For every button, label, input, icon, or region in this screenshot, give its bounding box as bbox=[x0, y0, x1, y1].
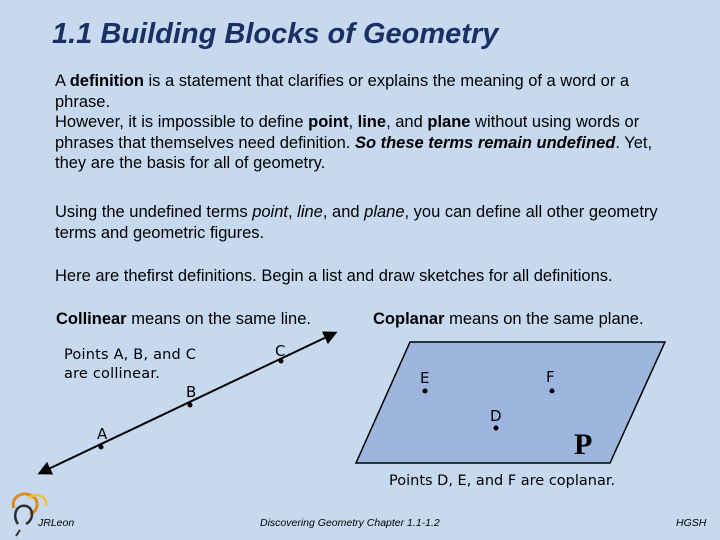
slide-title: 1.1 Building Blocks of Geometry bbox=[52, 18, 499, 50]
point-f-dot bbox=[550, 389, 555, 394]
point-d-dot bbox=[494, 426, 499, 431]
footer-school: HGSH bbox=[676, 517, 707, 529]
point-e-label: E bbox=[420, 369, 430, 387]
undefined-terms-paragraph: Using the undefined terms point, line, and plane, you can define all other geometry terms and geometric figures. bbox=[55, 203, 658, 242]
point-c-label: C bbox=[275, 342, 286, 360]
collinear-note: Points A, B, and C are collinear. bbox=[64, 347, 197, 382]
point-e-dot bbox=[423, 389, 428, 394]
point-f-label: F bbox=[546, 368, 555, 386]
point-b-label: B bbox=[186, 383, 197, 401]
point-a-dot bbox=[99, 445, 104, 450]
plane-label: P bbox=[574, 428, 593, 461]
term-point: point bbox=[308, 113, 349, 131]
point-d-label: D bbox=[490, 407, 502, 425]
coplanar-definition: Coplanar means on the same plane. bbox=[373, 310, 644, 328]
undefined-emphasis: So these terms remain undefined bbox=[354, 133, 616, 152]
jrleon-logo bbox=[13, 494, 46, 536]
coplanar-term: Coplanar bbox=[373, 310, 445, 328]
footer-course: Discovering Geometry Chapter 1.1-1.2 bbox=[260, 517, 440, 529]
collinear-definition: Collinear means on the same line. bbox=[56, 310, 311, 328]
term-definition: definition bbox=[69, 72, 144, 90]
instructions-paragraph: Here are thefirst definitions. Begin a list and draw sketches for all definitions. bbox=[55, 267, 613, 285]
point-a-label: A bbox=[97, 425, 108, 443]
plane-p bbox=[356, 342, 665, 463]
term-plane: plane bbox=[427, 113, 471, 131]
coplanar-caption: Points D, E, and F are coplanar. bbox=[389, 473, 616, 489]
footer-author: JRLeon bbox=[38, 517, 75, 529]
definition-sentence: A definition is a statement that clarifies or explains the meaning of a word or a phrase. bbox=[55, 72, 630, 111]
undefined-terms-sentence: However, it is impossible to define point, line, and plane without using words or phrases that themselves need definition. So these terms remain undefined. Yet, they are the basis for all of geometry. bbox=[55, 113, 653, 172]
point-b-dot bbox=[188, 403, 193, 408]
collinear-term: Collinear bbox=[56, 310, 127, 328]
term-line: line bbox=[357, 113, 387, 131]
